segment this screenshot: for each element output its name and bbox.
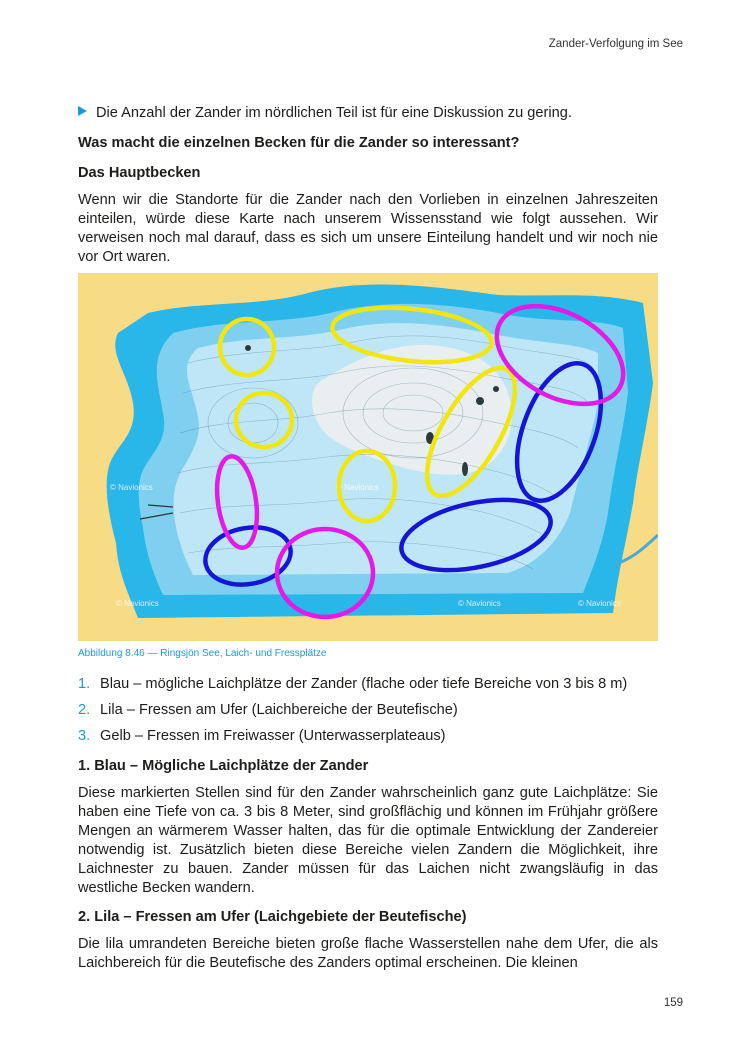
legend-item-yellow xyxy=(78,727,658,746)
running-head: Zander-Verfolgung im See xyxy=(548,38,683,50)
triangle-bullet-icon xyxy=(78,106,87,116)
section1-text: Diese markierten Stellen sind für den Zander wahrscheinlich ganz gute Laichplätze: Sie haben eine Tiefe von ca. 3 bis 8 Meter, sind großflächig und können im Frühjahr größere Mengen an wärmerem Wasser halten, das für die optimale Entwicklung der Zandereier notwendig ist. Zusätzlich bieten diese Bereiche vielen Zandern die Möglichkeit, ihre Laichnester zu bauen. Zander müssen für das Laichen nicht zwangsläufig in das westliche Becken wandern. xyxy=(78,785,658,896)
legend-item-blue xyxy=(78,675,658,694)
watermark-4: © Navionics xyxy=(116,599,159,608)
legend-list xyxy=(78,675,658,746)
legend-number: 2. xyxy=(78,702,91,718)
figure-caption: Abbildung 8.46 — Ringsjön See, Laich- und Fressplätze xyxy=(78,648,327,659)
section2-text: Die lila umrandeten Bereiche bieten große flache Wasserstellen nahe dem Ufer, die als Laichbereich für die Beutefische des Zanders optimal erscheinen. Die kleinen xyxy=(78,936,658,971)
legend-text: Lila – Fressen am Ufer (Laichbereiche der Beutefische) xyxy=(100,702,458,718)
page-content xyxy=(78,104,658,973)
heading-question: Was macht die einzelnen Becken für die Zander so interessant? xyxy=(78,135,520,151)
legend-number: 3. xyxy=(78,728,91,744)
bullet-item xyxy=(78,104,658,123)
lake-map xyxy=(78,273,658,641)
heading-main-basin: Das Hauptbecken xyxy=(78,165,201,181)
legend-text: Gelb – Fressen im Freiwasser (Unterwasserplateaus) xyxy=(100,728,446,744)
lake-depth-chart xyxy=(78,273,658,641)
legend-number: 1. xyxy=(78,676,91,692)
watermark-2: © Navionics xyxy=(336,483,379,492)
legend-text: Blau – mögliche Laichplätze der Zander (flache oder tiefe Bereiche von 3 bis 8 m) xyxy=(100,676,628,692)
section2-heading: 2. Lila – Fressen am Ufer (Laichgebiete der Beutefische) xyxy=(78,909,467,925)
intro-paragraph: Wenn wir die Standorte für die Zander nach den Vorlieben in einzelnen Jahreszeiten einteilen, würde diese Karte nach unserem Wissensstand wie folgt aussehen. Wir verweisen noch mal darauf, dass es sich um unsere Einteilung handelt und wir noch nie vor Ort waren. xyxy=(78,192,658,265)
legend-item-purple xyxy=(78,701,658,720)
watermark-5: © Navionics xyxy=(578,599,621,608)
watermark-3: © Navionics xyxy=(458,599,501,608)
watermark-1: © Navionics xyxy=(110,483,153,492)
page-number: 159 xyxy=(663,997,683,1009)
bullet-text: Die Anzahl der Zander im nördlichen Teil ist für eine Diskussion zu gering. xyxy=(96,105,572,121)
section1-heading: 1. Blau – Mögliche Laichplätze der Zander xyxy=(78,758,369,774)
